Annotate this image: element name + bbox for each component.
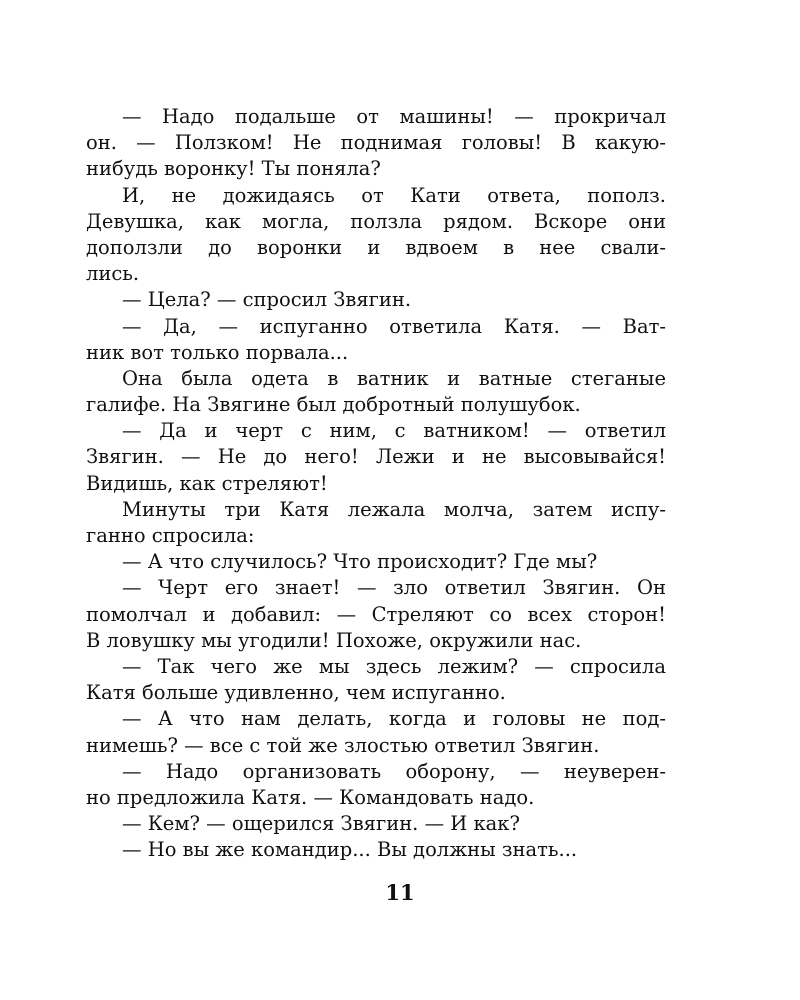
text-line: помолчал и добавил: — Стреляют со всех сторон! [86,602,666,626]
text-line: Катя больше удивленно, чем испуганно. [86,681,506,705]
text-line: — Так чего же мы здесь лежим? — спросила [122,654,666,678]
text-line: галифе. На Звягине был добротный полушубок. [86,393,581,417]
text-line: — Да, — испуганно ответила Катя. — Ват- [122,314,666,338]
text-line: Минуты три Катя лежала молча, затем испу- [122,497,666,521]
text-line: — Но вы же командир... Вы должны знать... [122,838,578,862]
text-line: но предложила Катя. — Командовать надо. [86,785,535,809]
text-line: — Надо подальше от машины! — прокричал [122,105,666,128]
text-line: лись. [86,262,140,286]
text-line: — Кем? — ощерился Звягин. — И как? [122,812,520,836]
text-line: — Да и черт с ним, с ватником! — ответил [122,419,666,443]
body-text [86,104,666,863]
text-line: доползли до воронки и вдвоем в нее свали- [86,235,666,259]
text-line: он. — Ползком! Не поднимая головы! В какую- [86,131,666,155]
text-line: Видишь, как стреляют! [86,471,328,495]
text-line: — А что случилось? Что происходит? Где мы? [122,550,598,574]
text-line: — Цела? — спросил Звягин. [122,288,412,312]
text-line: ник вот только порвала... [86,340,349,364]
text-line: Девушка, как могла, ползла рядом. Вскоре они [86,209,666,233]
text-line: Она была одета в ватник и ватные стеганые [122,366,666,390]
text-line: И, не дожидаясь от Кати ответа, пополз. [122,183,666,207]
text-line: В ловушку мы угодили! Похоже, окружили нас. [86,628,582,652]
text-line: — Надо организовать оборону, — неуверен- [122,759,666,783]
text-line: ганно спросила: [86,524,255,547]
text-line: нимешь? — все с той же злостью ответил Звягин. [86,733,600,757]
text-line: — А что нам делать, когда и головы не под- [122,707,666,731]
text-line: нибудь воронку! Ты поняла? [86,157,381,181]
text-line: — Черт его знает! — зло ответил Звягин. Он [122,576,666,600]
text-line: Звягин. — Не до него! Лежи и не высовывайся! [86,445,666,469]
page-number: 11 [385,880,415,905]
